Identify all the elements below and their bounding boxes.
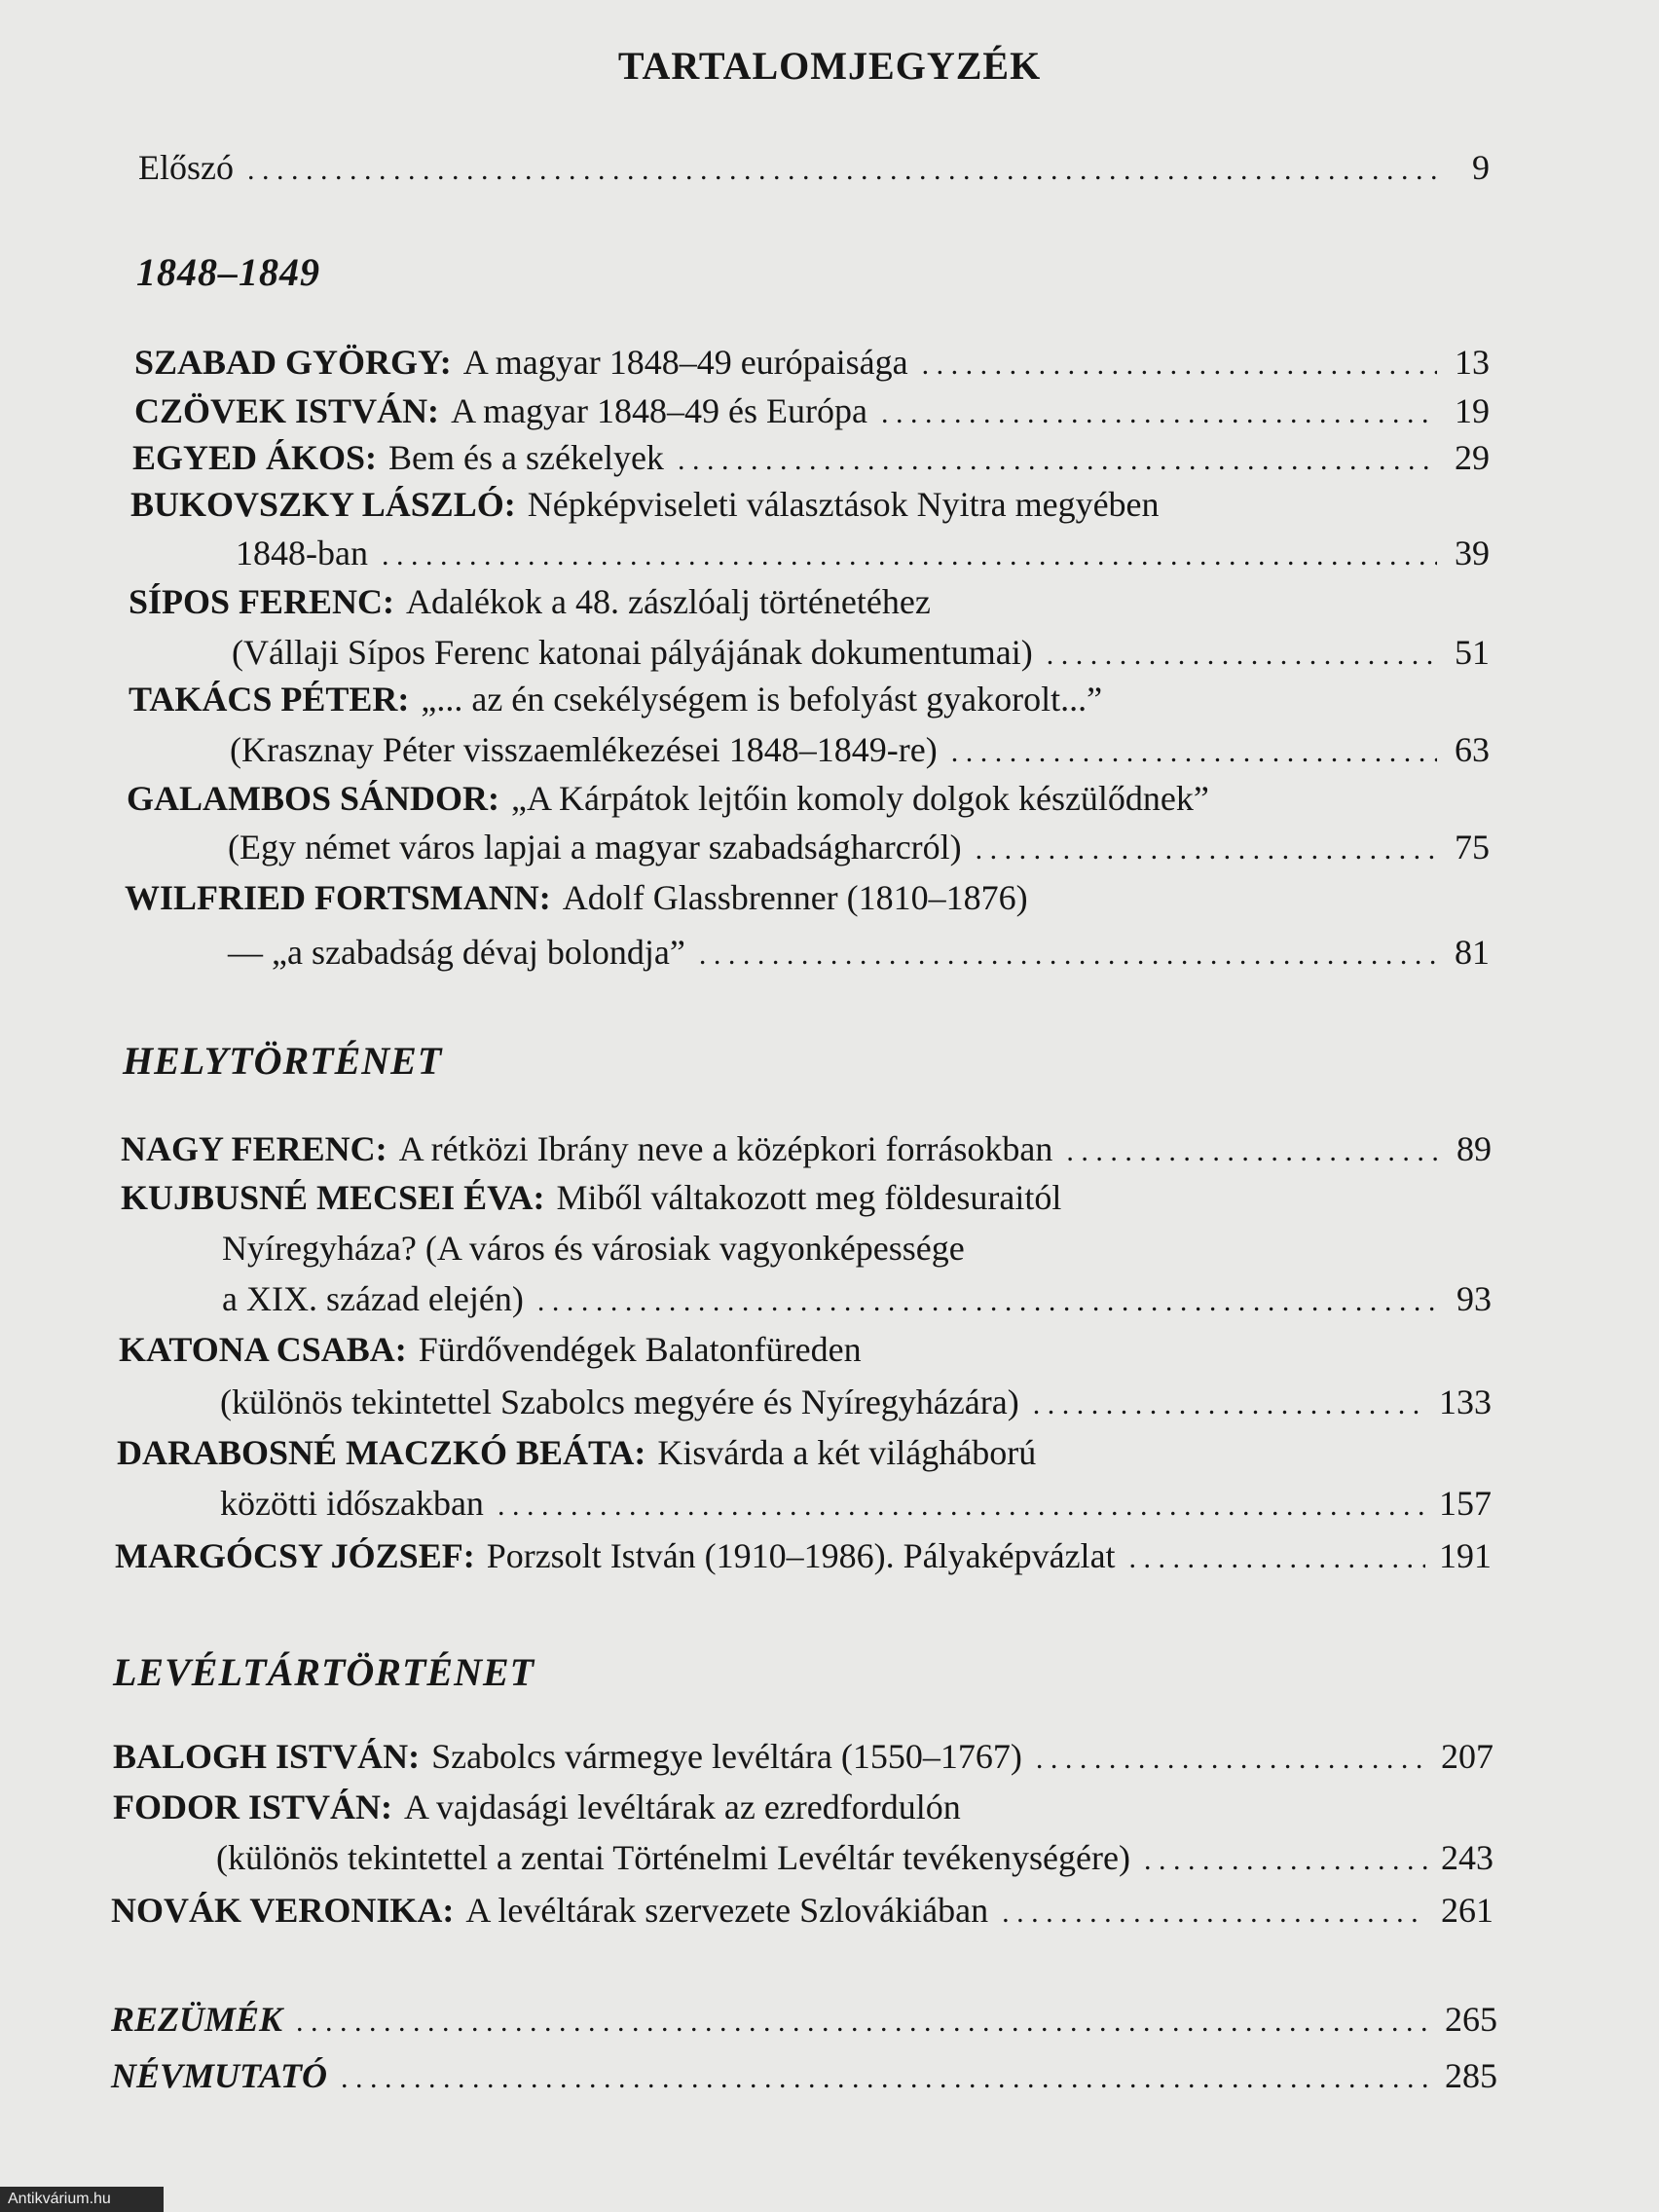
dot-leader bbox=[382, 535, 1437, 577]
toc-entry[interactable] bbox=[113, 1735, 1493, 1781]
toc-entry-line[interactable] bbox=[113, 1786, 961, 1828]
entry-title: Fürdővendégek Balatonfüreden bbox=[418, 1330, 862, 1369]
entry-title: Adolf Glassbrenner (1810–1876) bbox=[562, 878, 1028, 917]
dot-leader bbox=[922, 344, 1437, 387]
page-title: TARTALOMJEGYZÉK bbox=[617, 44, 1042, 88]
entry-author: GALAMBOS SÁNDOR: bbox=[127, 779, 500, 818]
toc-entry[interactable] bbox=[134, 389, 1490, 435]
entry-title: „... az én csekélységem is befolyást gyakorolt...” bbox=[421, 680, 1103, 719]
page-number: 285 bbox=[1445, 2056, 1497, 2095]
toc-entry[interactable] bbox=[121, 1127, 1492, 1173]
toc-entry-line[interactable] bbox=[129, 678, 1102, 720]
entry-title-cont: közötti időszakban bbox=[220, 1484, 484, 1523]
entry-author: CZÖVEK ISTVÁN: bbox=[134, 391, 440, 430]
toc-entry-foreword[interactable] bbox=[138, 146, 1490, 192]
dot-leader bbox=[951, 731, 1437, 774]
entry-title-cont: (különös tekintettel a zentai Történelmi Levéltár tevékenységére) bbox=[216, 1838, 1130, 1877]
dot-leader bbox=[537, 1280, 1439, 1323]
dot-leader bbox=[1144, 1839, 1427, 1882]
entry-author: NOVÁK VERONIKA: bbox=[111, 1891, 455, 1930]
dot-leader bbox=[699, 934, 1437, 977]
dot-leader bbox=[1066, 1130, 1439, 1173]
toc-entry-line[interactable] bbox=[222, 1227, 965, 1270]
dot-leader bbox=[1033, 1383, 1425, 1426]
dot-leader bbox=[1129, 1537, 1425, 1580]
entry-title-cont: 1848-ban bbox=[236, 534, 368, 572]
entry-label: NÉVMUTATÓ bbox=[111, 2056, 328, 2095]
toc-entry-line[interactable] bbox=[129, 580, 931, 623]
page-number: 133 bbox=[1439, 1382, 1492, 1421]
dot-leader bbox=[247, 149, 1437, 192]
entry-author: DARABOSNÉ MACZKÓ BEÁTA: bbox=[117, 1433, 646, 1472]
entry-author: WILFRIED FORTSMANN: bbox=[125, 878, 551, 917]
page-number: 39 bbox=[1455, 534, 1490, 572]
toc-entry-index[interactable] bbox=[111, 2054, 1497, 2100]
entry-title: A magyar 1848–49 és Európa bbox=[451, 391, 867, 430]
toc-entry-line[interactable] bbox=[121, 1176, 1061, 1219]
entry-label: REZÜMÉK bbox=[111, 2000, 283, 2039]
entry-label: Előszó bbox=[138, 148, 234, 187]
toc-entry-continuation[interactable] bbox=[220, 1381, 1492, 1426]
toc-entry-continuation[interactable] bbox=[216, 1836, 1493, 1882]
dot-leader bbox=[976, 829, 1437, 871]
section-heading-archive-history: LEVÉLTÁRTÖRTÉNET bbox=[113, 1650, 535, 1694]
page-number: 157 bbox=[1439, 1484, 1492, 1523]
page-number: 75 bbox=[1455, 828, 1490, 866]
dot-leader bbox=[1036, 1738, 1427, 1781]
page-number: 93 bbox=[1456, 1279, 1492, 1318]
entry-author: TAKÁCS PÉTER: bbox=[129, 680, 410, 719]
entry-title-cont: (különös tekintettel Szabolcs megyére és Nyíregyházára) bbox=[220, 1382, 1019, 1421]
page-number: 51 bbox=[1455, 633, 1490, 672]
entry-title: Bem és a székelyek bbox=[388, 438, 664, 477]
toc-entry-line[interactable] bbox=[130, 483, 1160, 526]
dot-leader bbox=[678, 439, 1437, 482]
dot-leader bbox=[881, 392, 1437, 435]
entry-title: Kisvárda a két világháború bbox=[657, 1433, 1037, 1472]
toc-entry-line[interactable] bbox=[125, 876, 1028, 919]
toc-entry-continuation[interactable] bbox=[236, 532, 1490, 577]
entry-author: SÍPOS FERENC: bbox=[129, 582, 395, 621]
page-number: 191 bbox=[1439, 1536, 1492, 1575]
entry-title: A rétközi Ibrány neve a középkori forrásokban bbox=[398, 1129, 1053, 1168]
page-number: 207 bbox=[1441, 1737, 1493, 1776]
entry-author: BALOGH ISTVÁN: bbox=[113, 1737, 421, 1776]
page-number: 63 bbox=[1455, 730, 1490, 769]
toc-entry[interactable] bbox=[132, 436, 1490, 482]
entry-author: KATONA CSABA: bbox=[119, 1330, 407, 1369]
page-number: 261 bbox=[1441, 1891, 1493, 1930]
dot-leader bbox=[341, 2057, 1431, 2100]
entry-title-cont: — „a szabadság dévaj bolondja” bbox=[228, 933, 685, 972]
entry-title-cont: (Vállaji Sípos Ferenc katonai pályájának dokumentumai) bbox=[232, 633, 1033, 672]
page-number: 89 bbox=[1456, 1129, 1492, 1168]
entry-author: KUJBUSNÉ MECSEI ÉVA: bbox=[121, 1178, 545, 1217]
entry-title: A levéltárak szervezete Szlovákiában bbox=[465, 1891, 989, 1930]
dot-leader bbox=[1002, 1892, 1427, 1935]
toc-entry[interactable] bbox=[111, 1889, 1493, 1935]
entry-title-cont: Nyíregyháza? (A város és városiak vagyonképessége bbox=[222, 1229, 965, 1268]
toc-entry-line[interactable] bbox=[119, 1328, 862, 1371]
entry-title: Porzsolt István (1910–1986). Pályaképvázlat bbox=[486, 1536, 1116, 1575]
entry-author: BUKOVSZKY LÁSZLÓ: bbox=[130, 485, 516, 524]
entry-author: MARGÓCSY JÓZSEF: bbox=[115, 1536, 475, 1575]
dot-leader bbox=[296, 2001, 1431, 2044]
entry-title: „A Kárpátok lejtőin komoly dolgok készülődnek” bbox=[511, 779, 1209, 818]
page-number: 243 bbox=[1441, 1838, 1493, 1877]
entry-author: EGYED ÁKOS: bbox=[132, 438, 378, 477]
page-number: 81 bbox=[1455, 933, 1490, 972]
page-number: 19 bbox=[1455, 391, 1490, 430]
entry-title-cont: a XIX. század elején) bbox=[222, 1279, 524, 1318]
page-number: 29 bbox=[1455, 438, 1490, 477]
page-number: 13 bbox=[1455, 343, 1490, 382]
toc-entry-continuation[interactable] bbox=[230, 728, 1490, 774]
section-heading-1848: 1848–1849 bbox=[136, 250, 320, 294]
entry-title: Népképviseleti választások Nyitra megyében bbox=[527, 485, 1160, 524]
toc-entry-line[interactable] bbox=[117, 1431, 1036, 1474]
entry-author: SZABAD GYÖRGY: bbox=[134, 343, 452, 382]
entry-author: FODOR ISTVÁN: bbox=[113, 1788, 393, 1826]
section-heading-local-history: HELYTÖRTÉNET bbox=[123, 1039, 443, 1083]
entry-title: A vajdasági levéltárak az ezredfordulón bbox=[404, 1788, 961, 1826]
toc-entry-continuation[interactable] bbox=[228, 931, 1490, 977]
watermark-label: Antikvárium.hu bbox=[0, 2187, 164, 2212]
toc-entry-summaries[interactable] bbox=[111, 1998, 1497, 2044]
entry-title: A magyar 1848–49 európaisága bbox=[462, 343, 908, 382]
entry-title-cont: (Egy német város lapjai a magyar szabadságharcról) bbox=[228, 828, 962, 866]
toc-entry-line[interactable] bbox=[127, 777, 1209, 820]
dot-leader bbox=[498, 1485, 1425, 1528]
entry-title: Szabolcs vármegye levéltára (1550–1767) bbox=[431, 1737, 1022, 1776]
toc-entry[interactable] bbox=[134, 341, 1490, 387]
toc-entry[interactable] bbox=[115, 1534, 1492, 1580]
toc-entry-continuation[interactable] bbox=[222, 1277, 1492, 1323]
toc-entry-continuation[interactable] bbox=[220, 1482, 1492, 1528]
entry-title: Miből váltakozott meg földesuraitól bbox=[556, 1178, 1062, 1217]
entry-author: NAGY FERENC: bbox=[121, 1129, 387, 1168]
dot-leader bbox=[1047, 634, 1437, 677]
entry-title: Adalékok a 48. zászlóalj történetéhez bbox=[406, 582, 931, 621]
toc-entry-continuation[interactable] bbox=[228, 826, 1490, 871]
toc-entry-continuation[interactable] bbox=[232, 631, 1490, 677]
page-number: 265 bbox=[1445, 2000, 1497, 2039]
page-number: 9 bbox=[1472, 148, 1490, 187]
entry-title-cont: (Krasznay Péter visszaemlékezései 1848–1849-re) bbox=[230, 730, 938, 769]
